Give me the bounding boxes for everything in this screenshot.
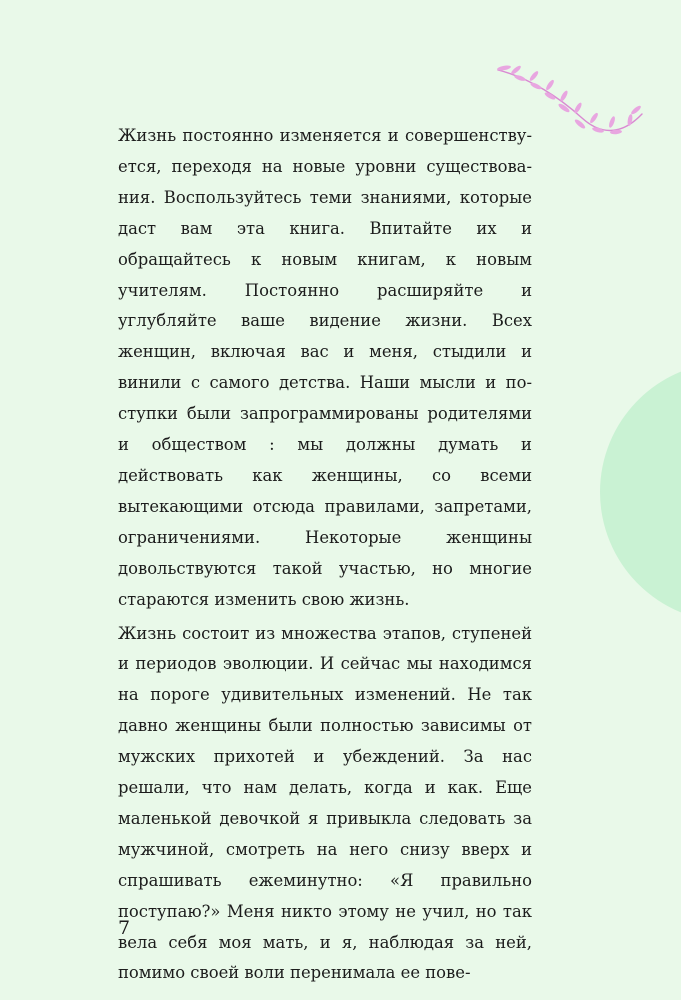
page-number: 7 <box>118 917 131 939</box>
paragraph: Жизнь постоянно изменяется и совершенствуется, переходя на новые уровни существования. Воспользуйтесь теми знаниями, которые даст вам эта книга. Впитайте их и обращайтесь к новым книгам, к новым учителям. Постоянно расширяйте и углубляйте ваше видение жизни. Всех женщин, включая вас и меня, стыдили и винили с самого детства. Наши мысли и поступки были запрограммированы родителями и обществом : мы должны думать и действовать как женщины, со всеми вытекающими отсюда правилами, запретами, ограничениями. Некоторые женщины довольствуются такой участью, но многие стараются изменить свою жизнь. <box>118 126 532 609</box>
decorative-circle <box>600 362 681 622</box>
paragraph: Жизнь состоит из множества этапов, ступеней и периодов эволюции. И сейчас мы находимся на пороге удивительных изменений. Не так давно женщины были полностью зависимы от мужских прихотей и убеждений. За нас решали, что нам делать, когда и как. Еще маленькой девочкой я привыкла следовать за мужчиной, смотреть на него снизу вверх и спрашивать ежеминутно: «Я правильно поступаю?» Меня никто этому не учил, но так вела себя моя мать, и я, наблюдая за ней, помимо своей воли перенимала ее пове- <box>118 623 532 983</box>
body-text <box>118 121 532 989</box>
